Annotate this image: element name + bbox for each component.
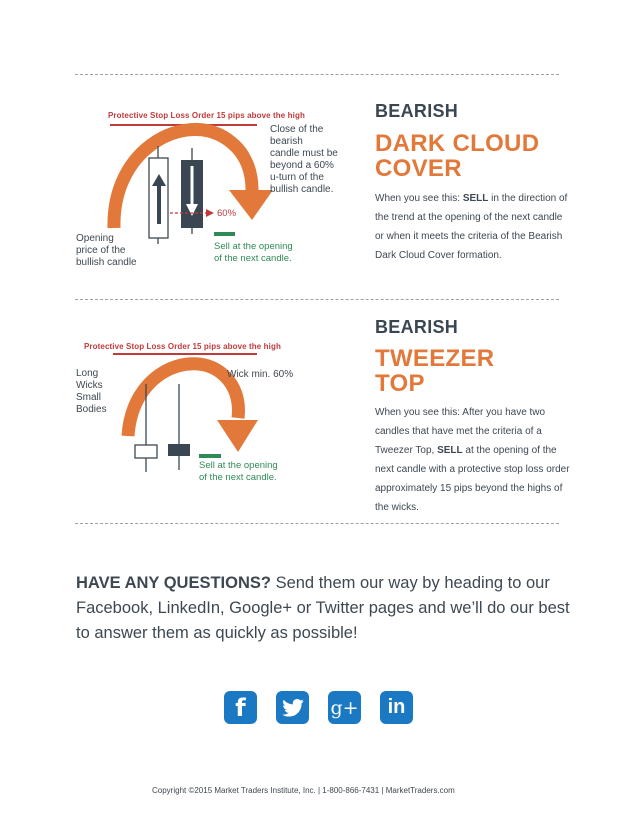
facebook-icon[interactable]: f <box>224 691 257 724</box>
section2-heading-large: TWEEZER TOP <box>375 345 495 397</box>
linkedin-icon[interactable]: in <box>380 691 413 724</box>
questions-paragraph: HAVE ANY QUESTIONS? Send them our way by heading to our Facebook, LinkedIn, Google+ or Twitter pages and we’ll do our best to answer them as quickly as possible! <box>76 574 570 642</box>
stop-loss-label: Protective Stop Loss Order 15 pips above the high <box>108 111 305 120</box>
section1-body: When you see this: SELL in the direction of the trend at the opening of the next candle or when it meets the criteria of the Bearish Dark Cloud Cover formation. <box>375 193 568 261</box>
sell-marker-2 <box>199 454 221 458</box>
sell-note-2: Sell at the opening of the next candle. <box>199 460 278 483</box>
stop-loss-label-2: Protective Stop Loss Order 15 pips above the high <box>84 342 281 351</box>
section2-heading-small: BEARISH <box>375 317 459 337</box>
footer-copyright: Copyright ©2015 Market Traders Institute, Inc. | 1-800-866-7431 | MarketTraders.com <box>152 786 455 795</box>
section2-body: When you see this: After you have two candles that have met the criteria of a Tweezer Top, SELL at the opening of the next candle with a protective stop loss order approximately 15 pips beyond the highs of the wicks. <box>375 407 570 513</box>
section1-heading-large: DARK CLOUD COVER <box>375 130 540 182</box>
sell-marker <box>214 232 235 236</box>
twitter-icon[interactable] <box>276 691 309 724</box>
tweezer-candle-1 <box>135 445 157 458</box>
percent-label: 60% <box>217 208 237 219</box>
wicks-note: Long Wicks Small Bodies <box>76 368 107 415</box>
close-note: Close of the bearish candle must be beyond a 60% u-turn of the bullish candle. <box>270 124 338 195</box>
tweezer-candle-2 <box>168 444 190 456</box>
sell-note: Sell at the opening of the next candle. <box>214 241 293 264</box>
u-turn-arrowhead-2 <box>217 420 258 452</box>
opening-note: Opening price of the bullish candle <box>76 233 137 268</box>
google-plus-icon[interactable]: g+ <box>328 691 361 724</box>
wick-min-label: Wick min. 60% <box>227 369 294 380</box>
section1-heading-small: BEARISH <box>375 101 459 121</box>
